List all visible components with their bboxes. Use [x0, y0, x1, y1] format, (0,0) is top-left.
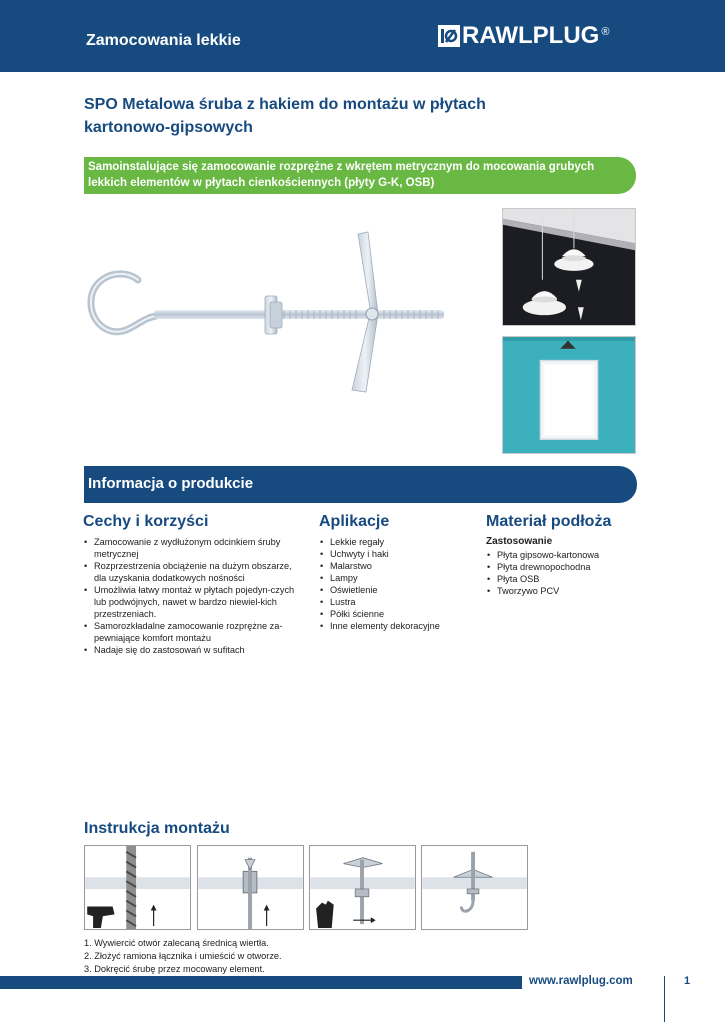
- step-text: 3. Dokręcić śrubę przez mocowany element.: [84, 964, 265, 974]
- list-item: • Rozprzestrzenia obciążenie na dużym obszarze, dla uzyskania dodatkowych nośności: [83, 560, 303, 584]
- list-item: • Nadaje się do zastosowań w sufitach: [83, 644, 303, 656]
- logo-mark-icon: [438, 25, 460, 47]
- list-item: • Lustra: [319, 596, 469, 608]
- website-link[interactable]: www.rawlplug.com: [529, 975, 633, 987]
- applications-list: [319, 536, 469, 632]
- list-item: • Półki ścienne: [319, 608, 469, 620]
- list-item: • Samorozkładalne zamocowanie rozprężne za-pewniające komfort montażu: [83, 620, 303, 644]
- product-description: Samoinstalujące się zamocowanie rozprężne z wkrętem metrycznym do mocowania grubych lekkich elementów w płytach cienkościennych (płyty G-K, OSB): [84, 157, 636, 194]
- list-item: • Uchwyty i haki: [319, 548, 469, 560]
- substrate-heading: Materiał podłoża: [486, 513, 612, 530]
- features-list: [83, 536, 303, 656]
- header-bar: [0, 0, 725, 72]
- list-item: • Płyta drewnopochodna: [486, 561, 646, 573]
- list-item: • Lampy: [319, 572, 469, 584]
- ceiling-lamps-photo: [502, 208, 636, 326]
- logo-text: RAWLPLUG: [462, 22, 600, 49]
- registered-mark: ®: [601, 26, 610, 38]
- list-item: • Płyta gipsowo-kartonowa: [486, 549, 646, 561]
- list-item: • Umożliwia łatwy montaż w płytach pojedyn-czych lub podwójnych, nawet w bardzo niewiel-kich przestrzeniach.: [83, 584, 303, 620]
- step-hook-image: [421, 845, 528, 930]
- rawlplug-logo: [438, 22, 610, 49]
- step-drill-image: [84, 845, 191, 930]
- list-item: • Płyta OSB: [486, 573, 646, 585]
- installation-heading: Instrukcja montażu: [84, 820, 230, 837]
- installation-steps: [84, 937, 282, 976]
- list-item: • Tworzywo PCV: [486, 585, 646, 597]
- mirror-wall-photo: [502, 336, 636, 454]
- substrate-column: [486, 513, 646, 597]
- applications-heading: Aplikacje: [319, 513, 390, 530]
- step-text: 2. Złożyć ramiona łącznika i umieścić w otworze.: [84, 951, 282, 961]
- features-heading: Cechy i korzyści: [83, 513, 209, 530]
- applications-column: [319, 513, 469, 632]
- substrate-subheading: Zastosowanie: [486, 536, 553, 547]
- list-item: • Lekkie regały: [319, 536, 469, 548]
- product-title: SPO Metalowa śruba z hakiem do montażu w płytach kartonowo-gipsowych: [84, 96, 486, 136]
- substrate-list: [486, 549, 646, 597]
- footer-bar: [0, 976, 522, 989]
- product-info-heading: Informacja o produkcie: [84, 466, 637, 503]
- step-insert-image: [197, 845, 304, 930]
- list-item: • Inne elementy dekoracyjne: [319, 620, 469, 632]
- header-title: Zamocowania lekkie: [86, 32, 241, 49]
- list-item: • Malarstwo: [319, 560, 469, 572]
- page-number: 1: [684, 975, 691, 987]
- product-image: [84, 222, 464, 402]
- list-item: • Oświetlenie: [319, 584, 469, 596]
- step-text: 1. Wywiercić otwór zalecaną średnicą wiertła.: [84, 938, 269, 948]
- features-column: [83, 513, 303, 656]
- list-item: • Zamocowanie z wydłużonym odcinkiem śruby metrycznej: [83, 536, 303, 560]
- step-expand-image: [309, 845, 416, 930]
- footer-divider: [664, 976, 665, 1022]
